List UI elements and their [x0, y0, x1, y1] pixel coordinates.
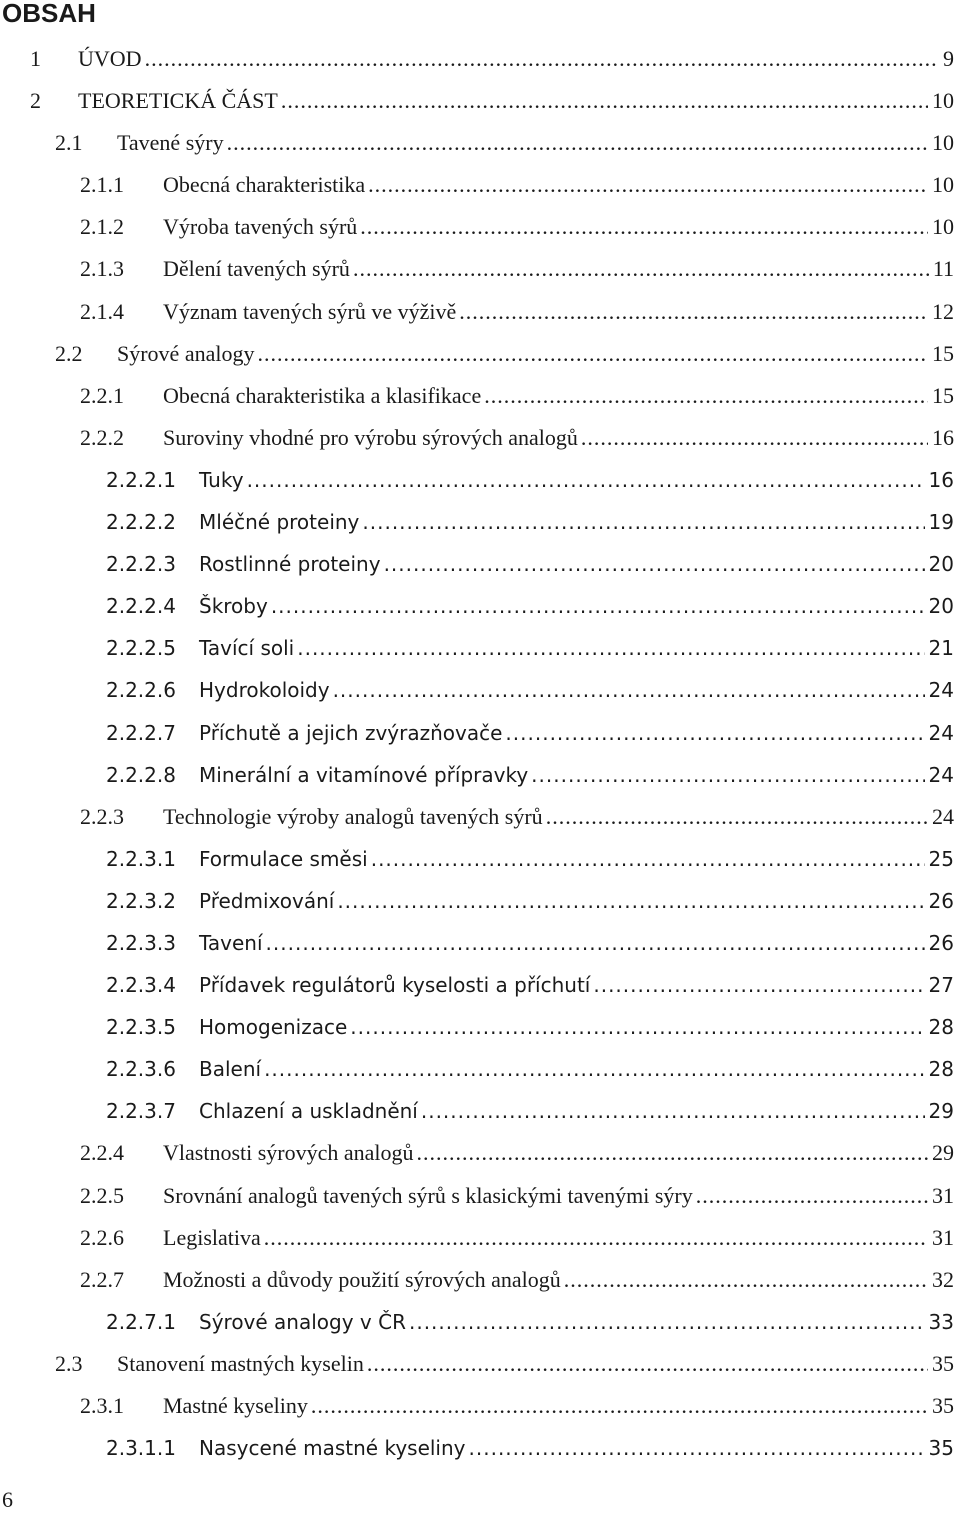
- toc-entry-page: 10: [932, 130, 954, 156]
- toc-entry[interactable]: [0, 754, 960, 796]
- toc-entry[interactable]: [0, 964, 960, 1006]
- toc-entry-line: [163, 206, 954, 248]
- toc-entry-page: 24: [928, 720, 954, 745]
- toc-entry-number: 2.2.3.6: [106, 1057, 176, 1082]
- toc-entry[interactable]: [0, 543, 960, 585]
- toc-leader-dots: [469, 1427, 925, 1469]
- toc-entry[interactable]: [0, 838, 960, 880]
- toc-entry-line: [199, 880, 954, 922]
- toc-entry-line: [199, 1006, 954, 1048]
- toc-entry-number: 2.2.2.3: [106, 552, 176, 577]
- toc-leader-dots: [257, 333, 928, 375]
- toc-entry-number: 2.2.2.7: [106, 720, 176, 745]
- toc-entry[interactable]: [0, 712, 960, 754]
- toc-entry[interactable]: [0, 206, 960, 248]
- toc-entry-title: Mastné kyseliny: [163, 1393, 308, 1418]
- toc-entry[interactable]: [0, 1343, 960, 1385]
- toc-entry-number: 2.2.3.3: [106, 930, 176, 955]
- toc-entry[interactable]: [0, 585, 960, 627]
- toc-entry-line: [199, 922, 954, 964]
- toc-entry-number: 2.3: [55, 1350, 83, 1376]
- toc-entry[interactable]: [0, 248, 960, 290]
- toc-entry-page: 15: [932, 382, 954, 408]
- toc-entry-page: 31: [932, 1182, 954, 1208]
- toc-entry-line: [199, 712, 954, 754]
- toc-leader-dots: [227, 122, 928, 164]
- toc-entry-line: [199, 459, 954, 501]
- toc-entry-title: Obecná charakteristika a klasifikace: [163, 382, 482, 408]
- toc-leader-dots: [368, 164, 928, 206]
- toc-entry-page: 28: [928, 1015, 954, 1040]
- toc-entry[interactable]: [0, 669, 960, 711]
- toc-entry-title: Příchutě a jejich zvýrazňovače: [199, 720, 503, 745]
- toc-entry-page: 9: [943, 46, 954, 71]
- toc-entry-page: 10: [932, 214, 954, 240]
- toc-entry[interactable]: [0, 1132, 960, 1174]
- toc-entry-number: 2.2.3.2: [106, 888, 176, 913]
- toc-entry-number: 2.2.5: [80, 1182, 124, 1208]
- toc-entry-number: 2.2.2: [80, 424, 124, 450]
- toc-entry[interactable]: [0, 1217, 960, 1259]
- toc-leader-dots: [360, 206, 928, 248]
- toc-entry-line: [78, 38, 954, 80]
- toc-entry-number: 2: [30, 88, 41, 114]
- toc-entry-title: TEORETICKÁ ČÁST: [78, 88, 278, 114]
- toc-entry-page: 11: [932, 256, 954, 282]
- toc-entry-title: Význam tavených sýrů ve výživě: [163, 298, 457, 324]
- toc-leader-dots: [593, 964, 924, 1006]
- toc-entry-title: Obecná charakteristika: [163, 172, 366, 198]
- toc-entry-title: Tavení: [199, 930, 263, 955]
- page-number: 6: [2, 1487, 13, 1512]
- toc-entry-page: 15: [932, 340, 954, 366]
- toc-entry-title: Sýrové analogy: [117, 340, 255, 366]
- toc-leader-dots: [384, 543, 925, 585]
- toc-entry-line: [199, 1427, 954, 1469]
- toc-entry-page: 35: [932, 1393, 954, 1418]
- toc-leader-dots: [271, 585, 925, 627]
- toc-entry-page: 35: [932, 1350, 954, 1376]
- toc-entry-line: [163, 1259, 954, 1301]
- toc-leader-dots: [281, 80, 928, 122]
- toc-entry[interactable]: [0, 417, 960, 459]
- toc-entry-title: Minerální a vitamínové přípravky: [199, 762, 529, 787]
- toc-entry-number: 2.2.6: [80, 1224, 124, 1250]
- toc-leader-dots: [409, 1301, 925, 1343]
- toc-entry-number: 2.2.2.6: [106, 678, 176, 703]
- toc-leader-dots: [145, 38, 939, 80]
- toc-entry-number: 2.2.3.5: [106, 1015, 176, 1040]
- toc-entry-page: 29: [932, 1140, 954, 1166]
- toc-entry-line: [199, 754, 954, 796]
- toc-entry-title: Možnosti a důvody použití sýrových analogů: [163, 1266, 561, 1292]
- toc-entry-number: 2.2.3.4: [106, 973, 176, 998]
- toc-entry-number: 2.2.3.1: [106, 846, 176, 871]
- toc-entry-line: [199, 627, 954, 669]
- toc-entry-number: 2.3.1.1: [106, 1436, 176, 1461]
- toc-entry-title: ÚVOD: [78, 46, 142, 71]
- toc-entry[interactable]: [0, 501, 960, 543]
- toc-entry-line: [163, 375, 954, 417]
- toc-entry-title: Dělení tavených sýrů: [163, 256, 350, 282]
- toc-entry-number: 2.2.7.1: [106, 1309, 176, 1334]
- toc-leader-dots: [337, 880, 924, 922]
- toc-entry-number: 2.2.2.2: [106, 510, 176, 535]
- table-of-contents: [0, 38, 960, 1469]
- toc-entry-page: 20: [928, 552, 954, 577]
- toc-entry[interactable]: [0, 164, 960, 206]
- toc-entry-line: [163, 796, 954, 838]
- toc-entry[interactable]: [0, 333, 960, 375]
- toc-entry-page: 12: [932, 298, 954, 324]
- toc-entry-number: 2.2.7: [80, 1266, 124, 1292]
- toc-entry[interactable]: [0, 122, 960, 164]
- toc-entry-title: Rostlinné proteiny: [199, 552, 381, 577]
- toc-entry-title: Tavené sýry: [117, 130, 224, 156]
- toc-entry-page: 27: [928, 973, 954, 998]
- toc-entry-line: [163, 164, 954, 206]
- toc-entry[interactable]: [0, 459, 960, 501]
- toc-entry-page: 31: [932, 1224, 954, 1250]
- toc-entry[interactable]: [0, 922, 960, 964]
- toc-entry[interactable]: [0, 1301, 960, 1343]
- toc-entry-page: 19: [928, 510, 954, 535]
- toc-entry-page: 35: [928, 1436, 954, 1461]
- toc-entry-line: [199, 1048, 954, 1090]
- toc-leader-dots: [421, 1090, 925, 1132]
- toc-entry-line: [163, 248, 954, 290]
- toc-entry-page: 28: [928, 1057, 954, 1082]
- toc-entry-number: 2.2.2.1: [106, 467, 176, 492]
- toc-entry-line: [199, 1090, 954, 1132]
- toc-entry-line: [163, 417, 954, 459]
- toc-leader-dots: [264, 1217, 928, 1259]
- toc-entry-title: Formulace směsi: [199, 846, 368, 871]
- toc-entry-line: [78, 80, 954, 122]
- toc-entry-number: 2.1.1: [80, 172, 124, 198]
- toc-entry-title: Stanovení mastných kyselin: [117, 1350, 364, 1376]
- toc-entry-number: 2.1: [55, 130, 83, 156]
- toc-entry-title: Balení: [199, 1057, 262, 1082]
- toc-leader-dots: [266, 922, 925, 964]
- toc-entry-page: 16: [932, 424, 954, 450]
- toc-leader-dots: [459, 291, 928, 333]
- toc-entry-title: Sýrové analogy v ČR: [199, 1309, 406, 1334]
- toc-entry-number: 2.1.2: [80, 214, 124, 240]
- toc-entry[interactable]: [0, 627, 960, 669]
- toc-entry-page: 24: [932, 803, 954, 829]
- toc-entry-line: [199, 964, 954, 1006]
- toc-entry-number: 2.2.3: [80, 803, 124, 829]
- toc-entry-number: 2.2.3.7: [106, 1099, 176, 1124]
- toc-entry-title: Škroby: [199, 594, 268, 619]
- toc-entry-number: 1: [30, 46, 41, 71]
- toc-entry-page: 33: [928, 1309, 954, 1334]
- toc-entry-title: Výroba tavených sýrů: [163, 214, 358, 240]
- toc-entry-number: 2.2.4: [80, 1140, 124, 1166]
- toc-leader-dots: [564, 1259, 928, 1301]
- toc-entry-page: 32: [932, 1266, 954, 1292]
- toc-entry-line: [163, 1385, 954, 1427]
- toc-entry-line: [199, 1301, 954, 1343]
- toc-entry-line: [163, 1132, 954, 1174]
- toc-entry-line: [163, 1175, 954, 1217]
- toc-entry[interactable]: [0, 796, 960, 838]
- toc-leader-dots: [546, 796, 928, 838]
- toc-leader-dots: [417, 1132, 928, 1174]
- toc-entry-line: [117, 333, 954, 375]
- toc-entry-number: 2.2.2.4: [106, 594, 176, 619]
- toc-entry-line: [199, 669, 954, 711]
- toc-leader-dots: [484, 375, 928, 417]
- toc-entry[interactable]: [0, 880, 960, 922]
- toc-entry-line: [199, 585, 954, 627]
- toc-entry-page: 24: [928, 762, 954, 787]
- toc-entry-number: 2.2.2.5: [106, 636, 176, 661]
- toc-entry-title: Tuky: [199, 467, 244, 492]
- toc-heading: OBSAH: [2, 0, 96, 28]
- toc-leader-dots: [333, 669, 925, 711]
- toc-entry-page: 26: [928, 930, 954, 955]
- toc-entry[interactable]: [0, 80, 960, 122]
- toc-entry[interactable]: [0, 375, 960, 417]
- toc-entry-page: 26: [928, 888, 954, 913]
- toc-entry-page: 25: [928, 846, 954, 871]
- toc-entry-line: [199, 543, 954, 585]
- toc-entry-number: 2.1.3: [80, 256, 124, 282]
- toc-entry-number: 2.2.1: [80, 382, 124, 408]
- toc-entry-title: Nasycené mastné kyseliny: [199, 1436, 466, 1461]
- toc-entry-line: [117, 1343, 954, 1385]
- toc-entry-title: Homogenizace: [199, 1015, 348, 1040]
- toc-entry-line: [199, 501, 954, 543]
- toc-entry-line: [163, 1217, 954, 1259]
- toc-entry-title: Legislativa: [163, 1224, 261, 1250]
- toc-leader-dots: [505, 712, 924, 754]
- toc-leader-dots: [350, 1006, 924, 1048]
- toc-entry[interactable]: [0, 1090, 960, 1132]
- toc-entry-page: 10: [932, 172, 954, 198]
- toc-entry-page: 21: [928, 636, 954, 661]
- toc-entry[interactable]: [0, 291, 960, 333]
- toc-entry-page: 16: [928, 467, 954, 492]
- toc-leader-dots: [311, 1385, 928, 1427]
- toc-leader-dots: [247, 459, 925, 501]
- toc-entry[interactable]: [0, 1427, 960, 1469]
- toc-entry-number: 2.3.1: [80, 1393, 124, 1418]
- toc-entry-line: [117, 122, 954, 164]
- toc-entry-page: 24: [928, 678, 954, 703]
- toc-entry[interactable]: [0, 1259, 960, 1301]
- toc-leader-dots: [531, 754, 924, 796]
- toc-leader-dots: [362, 501, 924, 543]
- toc-entry-title: Vlastnosti sýrových analogů: [163, 1140, 414, 1166]
- toc-leader-dots: [353, 248, 929, 290]
- toc-entry-line: [199, 838, 954, 880]
- toc-entry-title: Hydrokoloidy: [199, 678, 330, 703]
- toc-entry-title: Přídavek regulátorů kyselosti a příchutí: [199, 973, 591, 998]
- toc-entry-number: 2.2.2.8: [106, 762, 176, 787]
- toc-entry-number: 2.1.4: [80, 298, 124, 324]
- toc-entry-title: Předmixování: [199, 888, 335, 913]
- toc-leader-dots: [297, 627, 924, 669]
- toc-entry[interactable]: [0, 38, 960, 80]
- toc-entry-page: 29: [928, 1099, 954, 1124]
- toc-leader-dots: [264, 1048, 924, 1090]
- toc-entry-title: Technologie výroby analogů tavených sýrů: [163, 803, 543, 829]
- toc-leader-dots: [581, 417, 928, 459]
- toc-leader-dots: [371, 838, 925, 880]
- toc-entry-title: Mléčné proteiny: [199, 510, 360, 535]
- toc-entry-title: Suroviny vhodné pro výrobu sýrových analogů: [163, 424, 578, 450]
- toc-entry-page: 10: [932, 88, 954, 114]
- toc-entry[interactable]: [0, 1175, 960, 1217]
- toc-entry-number: 2.2: [55, 340, 83, 366]
- toc-entry[interactable]: [0, 1006, 960, 1048]
- toc-entry[interactable]: [0, 1385, 960, 1427]
- toc-entry-title: Tavící soli: [199, 636, 295, 661]
- toc-entry-title: Chlazení a uskladnění: [199, 1099, 418, 1124]
- toc-leader-dots: [696, 1175, 928, 1217]
- toc-entry-line: [163, 291, 954, 333]
- toc-leader-dots: [367, 1343, 928, 1385]
- toc-entry-title: Srovnání analogů tavených sýrů s klasickými tavenými sýry: [163, 1182, 693, 1208]
- toc-entry[interactable]: [0, 1048, 960, 1090]
- toc-entry-page: 20: [928, 594, 954, 619]
